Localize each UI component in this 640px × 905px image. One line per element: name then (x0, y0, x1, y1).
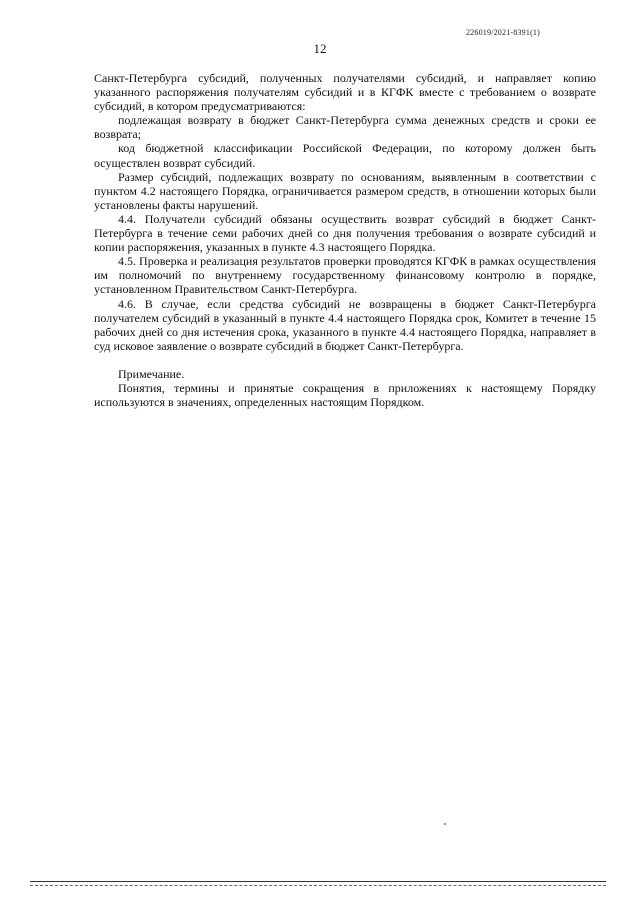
page-number: 12 (313, 41, 327, 56)
note-text: Понятия, термины и принятые сокращения в приложениях к настоящему Порядку используются в значениях, определенных настоящим Порядком. (94, 380, 596, 410)
document-body (94, 71, 596, 409)
paragraph-continuation: Санкт-Петербурга субсидий, полученных получателями субсидий, и направляет копию указанного распоряжения получателям субсидий и в КГФК вместе с требованием о возврате субсидий, в котором предусматриваются: (94, 71, 596, 114)
paragraph-refund-limit: Размер субсидий, подлежащих возврату по основаниям, выявленным в соответствии с пунктом 4.2 настоящего Порядка, ограничивается размером средств, в отношении которых были установлены факты нарушений. (94, 169, 596, 212)
footer-rule (30, 881, 606, 882)
paragraph-refund-amount: подлежащая возврату в бюджет Санкт-Петербурга сумма денежных средств и сроки ее возврата; (94, 113, 596, 142)
footer-rule-dashed (30, 885, 606, 886)
paragraph-4-6: 4.6. В случае, если средства субсидий не возвращены в бюджет Санкт-Петербурга получателем субсидий в указанный в пункте 4.4 настоящего Порядка срок, Комитет в течение 15 рабочих дней со дня истечения срока, указанного в пункте 4.4 настоящего Порядка, направляет в суд исковое заявление о возврате субсидий в бюджет Санкт-Петербурга. (94, 296, 596, 353)
scan-artifact-dot (444, 823, 446, 825)
paragraph-4-4: 4.4. Получатели субсидий обязаны осуществить возврат субсидий в бюджет Санкт-Петербурга в течение семи рабочих дней со дня получения требования о возврате субсидий и копии распоряжения, указанных в пункте 4.3 настоящего Порядка. (94, 211, 596, 255)
note-heading: Примечание. (118, 366, 185, 381)
paragraph-spacer (94, 353, 596, 367)
document-registration-number: 226019/2021-8391(1) (465, 28, 540, 37)
paragraph-budget-code: код бюджетной классификации Российской Федерации, по которому должен быть осуществлен возврат субсидий. (94, 141, 596, 170)
paragraph-4-5: 4.5. Проверка и реализация результатов проверки проводятся КГФК в рамках осуществления им полномочий по внутреннему государственному финансовому контролю в порядке, установленном Правительством Санкт-Петербурга. (94, 254, 596, 297)
